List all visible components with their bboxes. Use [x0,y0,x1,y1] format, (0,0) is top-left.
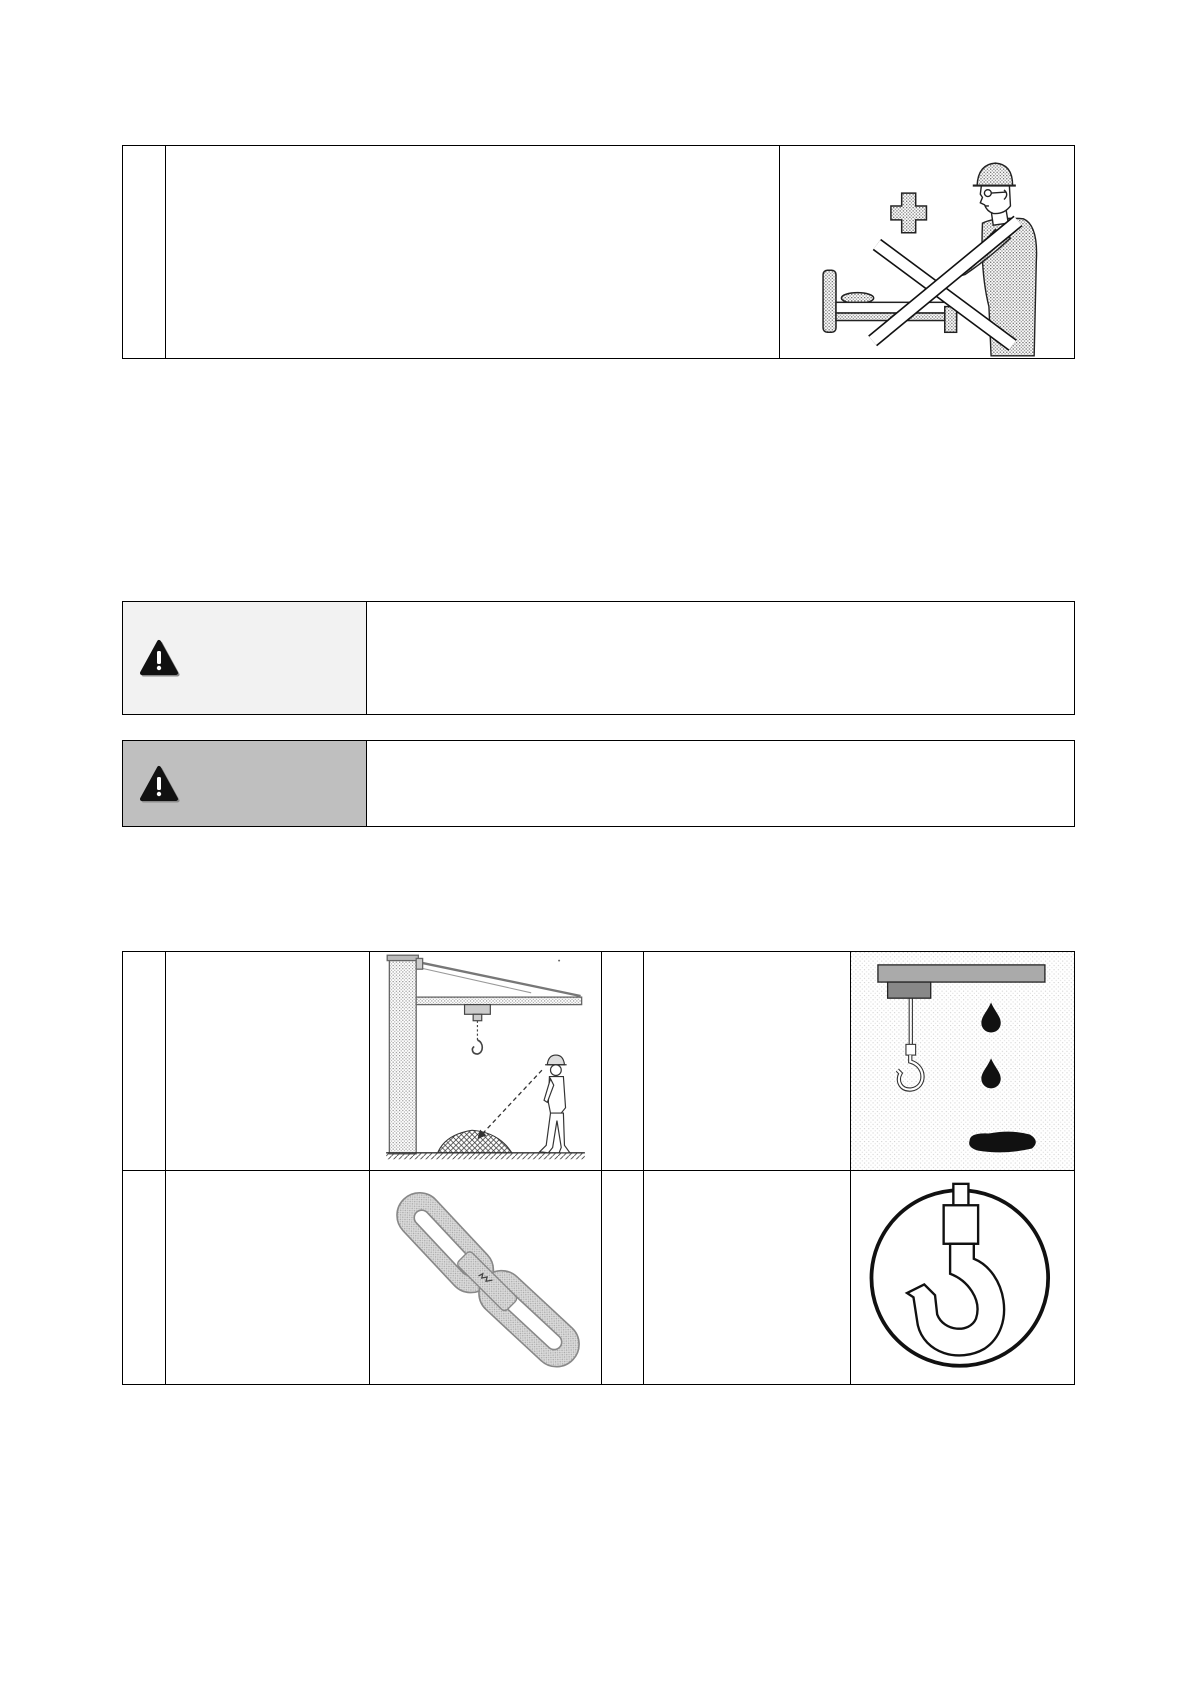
illustration-background [851,952,1074,1170]
item-text-cell [165,951,370,1171]
no-self-treatment-icon [780,146,1074,358]
pile-on-floor [438,1130,512,1153]
warning-triangle-icon [138,763,180,805]
item-illustration-cell [369,951,602,1171]
caution-text-cell [366,601,1075,715]
top-item-text-cell [165,145,780,359]
item-number-cell [122,951,166,1171]
item-number-cell [122,1170,166,1385]
floor [386,1153,585,1159]
item-text-cell [643,951,851,1171]
item-illustration-cell [369,1170,602,1385]
item-number-cell [601,951,644,1171]
jib-crane-clearance-icon [370,952,601,1170]
item-illustration-cell [850,951,1075,1171]
warning-text-cell [366,740,1075,827]
walking-worker-icon [540,1055,570,1153]
item-text-cell [643,1170,851,1385]
oil-puddle [969,1132,1036,1153]
medical-cross-icon [891,193,927,233]
dashed-arrow [477,1070,541,1139]
hook-inspection-icon [851,1171,1074,1384]
warning-triangle-icon [138,637,180,679]
hoist-hook [465,1005,491,1054]
top-item-number-cell [122,145,166,359]
item-illustration-cell [850,1170,1075,1385]
item-text-cell [165,1170,370,1385]
item-number-cell [601,1170,644,1385]
warning-header-cell [122,740,367,827]
caution-header-cell [122,601,367,715]
top-illustration-cell [779,145,1075,359]
oil-leak-icon [851,952,1074,1170]
cracked-chain-link-icon [370,1171,601,1384]
